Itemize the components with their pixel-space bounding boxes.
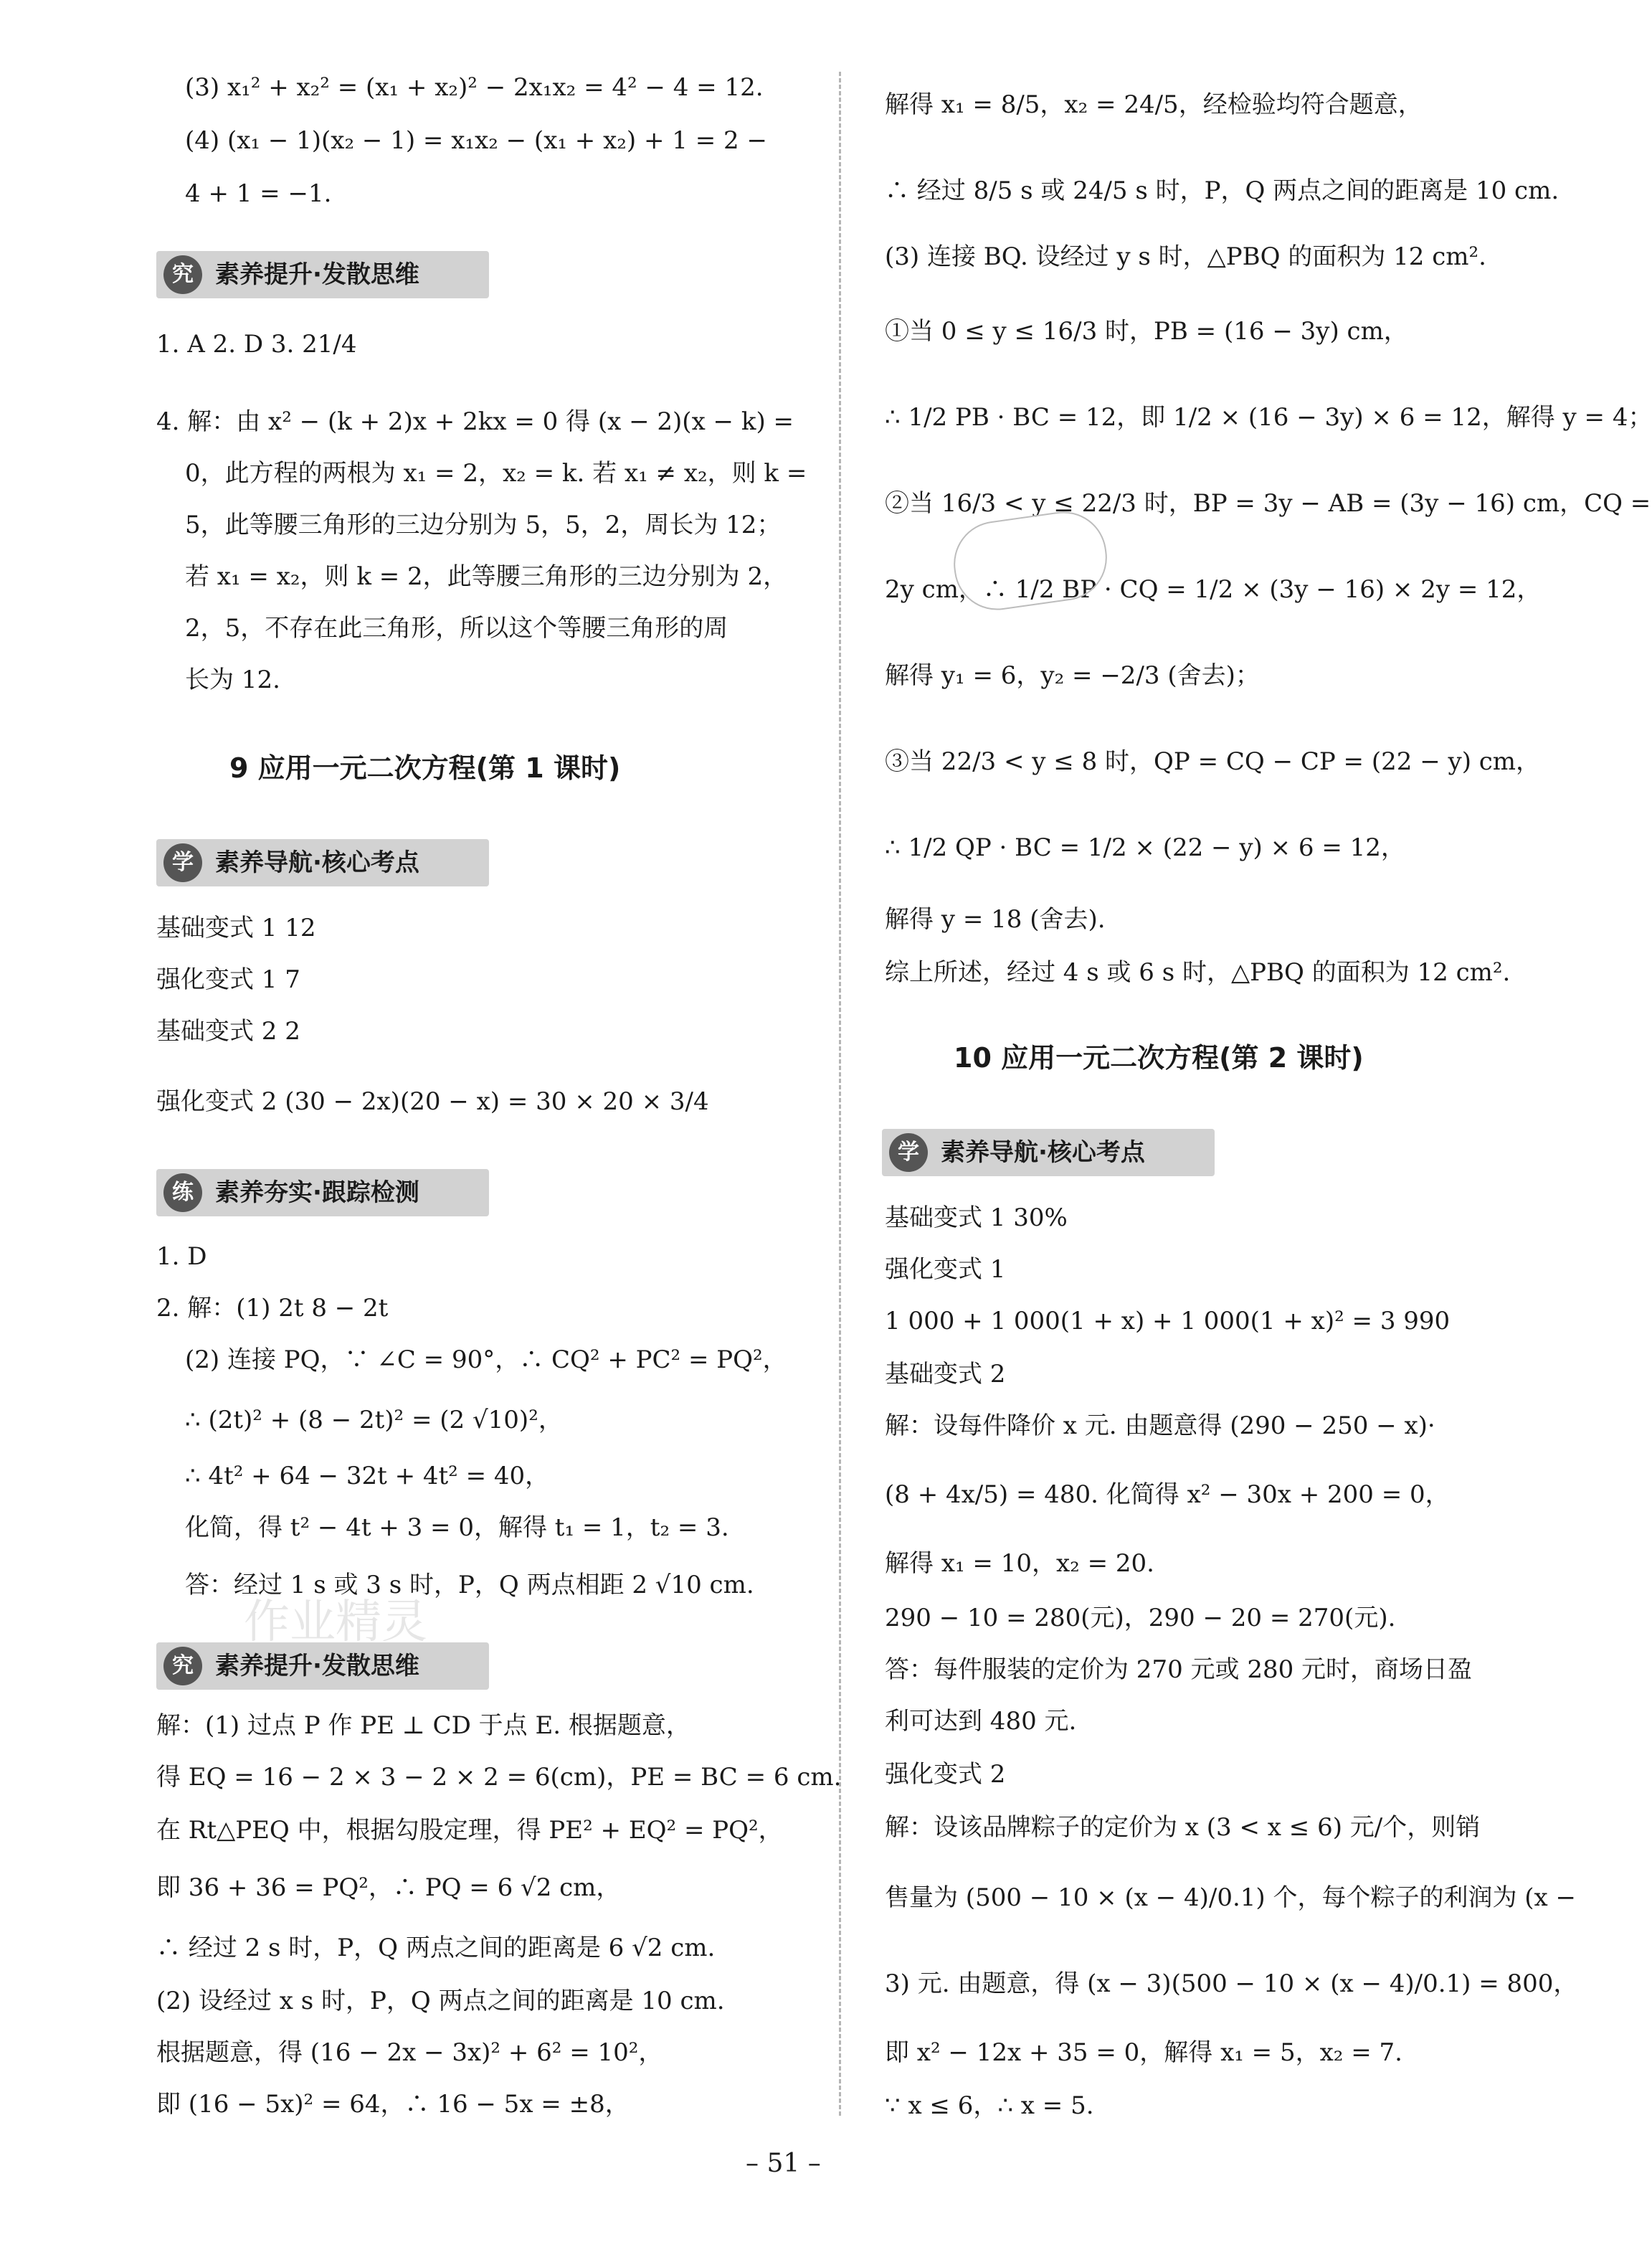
section-badge: 究 [163, 255, 202, 294]
text-line: 基础变式 2 2 [156, 1017, 300, 1046]
text-line: 售量为 (500 − 10 × (x − 4)/0.1) 个，每个粽子的利润为 (x − [885, 1883, 1577, 1912]
text-line: ∴ 经过 8/5 s 或 24/5 s 时，P，Q 两点之间的距离是 10 cm. [885, 176, 1560, 205]
text-line: 1. D [156, 1242, 207, 1271]
text-line: 即 (16 − 5x)² = 64，∴ 16 − 5x = ±8， [156, 2090, 630, 2119]
text-line: 2y cm，∴ 1/2 BP · CQ = 1/2 × (3y − 16) × 2y = 12， [885, 575, 1542, 604]
section-heading-label: 素养导航·核心考点 [941, 1138, 1145, 1167]
text-line: ∴ (2t)² + (8 − 2t)² = (2 √10)²， [185, 1406, 563, 1434]
text-line: 2. 解：(1) 2t 8 − 2t [156, 1294, 389, 1323]
text-line: (8 + 4x/5) = 480. 化简得 x² − 30x + 200 = 0， [885, 1480, 1450, 1509]
text-line: 若 x₁ = x₂，则 k = 2，此等腰三角形的三边分别为 2， [185, 562, 788, 591]
text-line: 综上所述，经过 4 s 或 6 s 时，△PBQ 的面积为 12 cm². [885, 958, 1511, 987]
text-line: ②当 16/3 < y ≤ 22/3 时，BP = 3y − AB = (3y − 16) cm，CQ = [885, 489, 1651, 518]
text-line: 强化变式 1 [885, 1255, 1006, 1284]
text-line: 解得 y₁ = 6，y₂ = −2/3 (舍去)； [885, 661, 1260, 690]
text-line: 解：设该品牌粽子的定价为 x (3 < x ≤ 6) 元/个，则销 [885, 1813, 1481, 1842]
text-line: 利可达到 480 元. [885, 1707, 1077, 1736]
text-line: 0，此方程的两根为 x₁ = 2，x₂ = k. 若 x₁ ≠ x₂，则 k = [185, 459, 807, 488]
text-line: 即 x² − 12x + 35 = 0，解得 x₁ = 5，x₂ = 7. [885, 2038, 1402, 2067]
page-number: – 51 – [746, 2149, 821, 2178]
text-line: ∴ 经过 2 s 时，P，Q 两点之间的距离是 6 √2 cm. [156, 1934, 716, 1962]
text-line: 基础变式 1 12 [156, 914, 316, 942]
text-line: 解得 x₁ = 8/5，x₂ = 24/5，经检验均符合题意， [885, 90, 1423, 119]
text-line: (3) x₁² + x₂² = (x₁ + x₂)² − 2x₁x₂ = 4² − 4 = 12. [185, 73, 764, 102]
text-line: 即 36 + 36 = PQ²，∴ PQ = 6 √2 cm， [156, 1873, 621, 1902]
section-heading [156, 1169, 489, 1216]
section-badge: 学 [163, 843, 202, 882]
section-heading-label: 素养导航·核心考点 [215, 848, 419, 877]
text-line: 强化变式 1 7 [156, 965, 300, 994]
text-line: 4 + 1 = −1. [185, 179, 332, 208]
column-divider [839, 72, 841, 2116]
lesson-title: 10 应用一元二次方程(第 2 课时) [954, 1042, 1364, 1074]
section-badge: 究 [163, 1647, 202, 1685]
text-line: ∴ 1/2 QP · BC = 1/2 × (22 − y) × 6 = 12， [885, 833, 1405, 862]
text-line: 1. A 2. D 3. 21/4 [156, 330, 357, 359]
text-line: (3) 连接 BQ. 设经过 y s 时，△PBQ 的面积为 12 cm². [885, 242, 1486, 271]
text-line: 290 − 10 = 280(元)，290 − 20 = 270(元). [885, 1604, 1396, 1632]
section-heading-label: 素养提升·发散思维 [215, 1652, 419, 1680]
text-line: (2) 设经过 x s 时，P，Q 两点之间的距离是 10 cm. [156, 1987, 725, 2015]
text-line: 解：(1) 过点 P 作 PE ⊥ CD 于点 E. 根据题意， [156, 1711, 690, 1740]
text-line: 解得 x₁ = 10，x₂ = 20. [885, 1549, 1154, 1578]
text-line: 强化变式 2 [885, 1760, 1006, 1789]
text-line: 解得 y = 18 (舍去). [885, 905, 1106, 934]
section-badge: 学 [889, 1133, 928, 1172]
text-line: ①当 0 ≤ y ≤ 16/3 时，PB = (16 − 3y) cm， [885, 317, 1408, 346]
section-heading-label: 素养夯实·跟踪检测 [215, 1178, 419, 1207]
text-line: 基础变式 2 [885, 1360, 1006, 1388]
text-line: 2，5，不存在此三角形，所以这个等腰三角形的周 [185, 614, 728, 643]
text-line: (4) (x₁ − 1)(x₂ − 1) = x₁x₂ − (x₁ + x₂) + 1 = 2 − [185, 126, 767, 155]
text-line: 得 EQ = 16 − 2 × 3 − 2 × 2 = 6(cm)，PE = BC = 6 cm. [156, 1763, 842, 1792]
lesson-title: 9 应用一元二次方程(第 1 课时) [229, 752, 621, 784]
watermark: 作业精灵 [244, 1596, 427, 1649]
text-line: 5，此等腰三角形的三边分别为 5，5，2，周长为 12； [185, 511, 782, 539]
text-line: 强化变式 2 (30 − 2x)(20 − x) = 30 × 20 × 3/4 [156, 1087, 709, 1116]
text-line: 3) 元. 由题意，得 (x − 3)(500 − 10 × (x − 4)/0.1) = 800， [885, 1969, 1578, 1998]
section-heading [882, 1129, 1215, 1176]
section-heading-label: 素养提升·发散思维 [215, 260, 419, 289]
text-line: 在 Rt△PEQ 中，根据勾股定理，得 PE² + EQ² = PQ²， [156, 1816, 783, 1845]
text-line: ∵ x ≤ 6，∴ x = 5. [885, 2091, 1094, 2120]
text-line: 1 000 + 1 000(1 + x) + 1 000(1 + x)² = 3 990 [885, 1307, 1451, 1335]
text-line: ∴ 1/2 PB · BC = 12，即 1/2 × (16 − 3y) × 6 = 12，解得 y = 4； [885, 403, 1652, 432]
text-line: 答：每件服装的定价为 270 元或 280 元时，商场日盈 [885, 1655, 1473, 1684]
text-line: 答：经过 1 s 或 3 s 时，P，Q 两点相距 2 √10 cm. [185, 1571, 754, 1599]
section-badge: 练 [163, 1173, 202, 1212]
text-line: 长为 12. [185, 666, 280, 694]
section-heading [156, 251, 489, 298]
text-line: 解：设每件降价 x 元. 由题意得 (290 − 250 − x)· [885, 1411, 1435, 1440]
right-column [853, 0, 1652, 2252]
text-line: 4. 解：由 x² − (k + 2)x + 2kx = 0 得 (x − 2)(x − k) = [156, 407, 794, 436]
text-line: 根据题意，得 (16 − 2x − 3x)² + 6² = 10²， [156, 2038, 663, 2067]
text-line: ③当 22/3 < y ≤ 8 时，QP = CQ − CP = (22 − y) cm， [885, 747, 1541, 776]
text-line: (2) 连接 PQ，∵ ∠C = 90°，∴ CQ² + PC² = PQ²， [185, 1345, 787, 1374]
text-line: 基础变式 1 30% [885, 1203, 1068, 1232]
text-line: 化简，得 t² − 4t + 3 = 0，解得 t₁ = 1，t₂ = 3. [185, 1513, 729, 1542]
text-line: ∴ 4t² + 64 − 32t + 4t² = 40， [185, 1462, 550, 1490]
section-heading [156, 839, 489, 886]
